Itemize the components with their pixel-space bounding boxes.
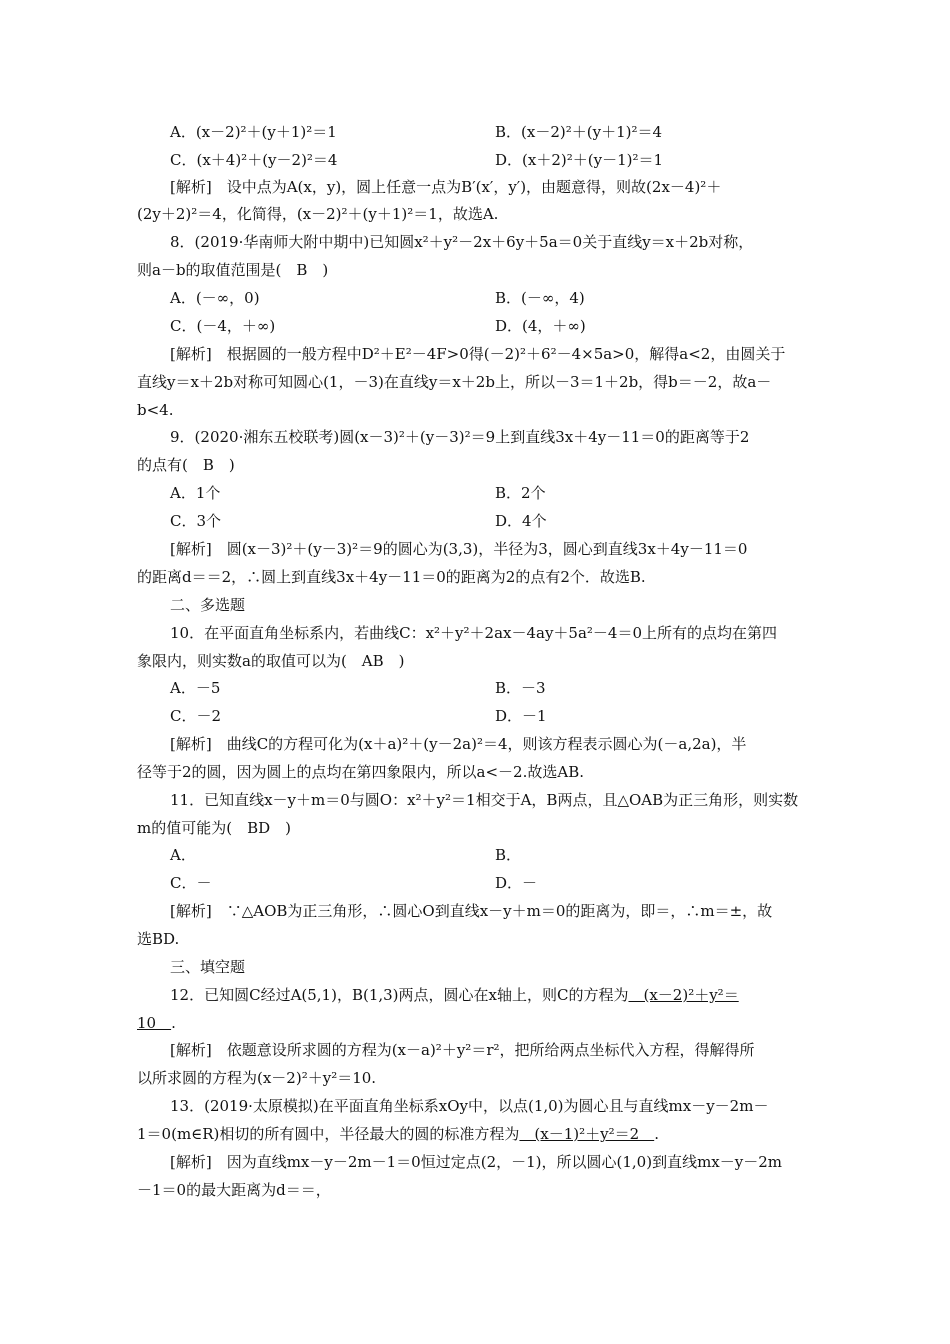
q9-option-c: C．3个 bbox=[170, 512, 222, 530]
q9-option-d: D．4个 bbox=[495, 512, 547, 530]
q8-stem-line2: 则a－b的取值范围是( B ) bbox=[137, 261, 329, 279]
q9-solution-line2: 的距离d＝＝2，∴圆上到直线3x＋4y－11＝0的距离为2的点有2个．故选B. bbox=[137, 568, 646, 586]
q13-solution-line2: －1＝0的最大距离为d＝＝， bbox=[137, 1181, 331, 1199]
q12-stem-line2 bbox=[137, 1013, 850, 1033]
q8-solution-line2: 直线y＝x＋2b对称可知圆心(1，－3)在直线y＝x＋2b上，所以－3＝1＋2b，得b＝－2，故a－ bbox=[137, 373, 772, 391]
q11-option-a: A． bbox=[170, 846, 196, 864]
q12-stem-text: 12．已知圆C经过A(5,1)，B(1,3)两点，圆心在x轴上，则C的方程为 bbox=[170, 986, 629, 1004]
q13-stem-line2 bbox=[137, 1124, 850, 1144]
q7-option-c: C．(x＋4)²＋(y－2)²＝4 bbox=[170, 151, 338, 169]
q9-solution-line1: [解析] 圆(x－3)²＋(y－3)²＝9的圆心为(3,3)，半径为3，圆心到直线3x＋4y－11＝0 bbox=[170, 540, 748, 558]
q11-solution-line1: [解析] ∵△AOB为正三角形，∴圆心O到直线x－y＋m＝0的距离为，即＝，∴m＝±，故 bbox=[170, 902, 773, 920]
q13-solution-line1: [解析] 因为直线mx－y－2m－1＝0恒过定点(2，－1)，所以圆心(1,0)到直线mx－y－2m bbox=[170, 1153, 782, 1171]
q10-option-a: A．－5 bbox=[170, 679, 221, 697]
q8-option-a: A．(－∞，0) bbox=[170, 289, 260, 307]
q9-stem-line1: 9．(2020·湘东五校联考)圆(x－3)²＋(y－3)²＝9上到直线3x＋4y－11＝0的距离等于2 bbox=[170, 428, 750, 446]
q10-option-c: C．－2 bbox=[170, 707, 222, 725]
q11-option-b: B． bbox=[495, 846, 522, 864]
q13-stem-text: 1＝0(m∈R)相切的所有圆中，半径最大的圆的标准方程为 bbox=[137, 1125, 520, 1143]
q7-option-a: A．(x－2)²＋(y＋1)²＝1 bbox=[170, 123, 337, 141]
q8-solution-line3: b<4. bbox=[137, 401, 174, 419]
q10-option-b: B．－3 bbox=[495, 679, 546, 697]
q10-solution-line1: [解析] 曲线C的方程可化为(x＋a)²＋(y－2a)²＝4，则该方程表示圆心为(－a,2a)，半 bbox=[170, 735, 747, 753]
q8-solution-line1: [解析] 根据圆的一般方程中D²＋E²－4F>0得(－2)²＋6²－4×5a>0，解得a<2，由圆关于 bbox=[170, 345, 786, 363]
q12-solution-line1: [解析] 依题意设所求圆的方程为(x－a)²＋y²＝r²，把所给两点坐标代入方程，得解得所 bbox=[170, 1041, 755, 1059]
q11-option-d: D．－ bbox=[495, 874, 538, 892]
q11-stem-line1: 11．已知直线x－y＋m＝0与圆O：x²＋y²＝1相交于A，B两点，且△OAB为正三角形，则实数 bbox=[170, 791, 799, 809]
q13-answer: (x－1)²＋y²＝2 bbox=[519, 1125, 655, 1143]
q10-solution-line2: 径等于2的圆，因为圆上的点均在第四象限内，所以a<－2.故选AB. bbox=[137, 763, 584, 781]
q7-option-b: B．(x－2)²＋(y＋1)²＝4 bbox=[495, 123, 663, 141]
q7-solution-line1: [解析] 设中点为A(x，y)，圆上任意一点为B′(x′，y′)，由题意得，则故(2x－4)²＋ bbox=[170, 178, 722, 196]
q10-option-d: D．－1 bbox=[495, 707, 547, 725]
q12-stem-end: . bbox=[171, 1014, 176, 1032]
q8-stem-line1: 8．(2019·华南师大附中期中)已知圆x²＋y²－2x＋6y＋5a＝0关于直线y＝x＋2b对称， bbox=[170, 233, 754, 251]
q9-stem-line2: 的点有( B ) bbox=[137, 456, 235, 474]
q11-stem-line2: m的值可能为( BD ) bbox=[137, 819, 291, 837]
q12-answer-part2: 10 bbox=[137, 1014, 172, 1032]
q10-stem-line2: 象限内，则实数a的取值可以为( AB ) bbox=[137, 652, 405, 670]
q7-option-d: D．(x＋2)²＋(y－1)²＝1 bbox=[495, 151, 664, 169]
q13-stem-end: . bbox=[654, 1125, 659, 1143]
q10-stem-line1: 10．在平面直角坐标系内，若曲线C：x²＋y²＋2ax－4ay＋5a²－4＝0上所有的点均在第四 bbox=[170, 624, 778, 642]
q11-option-c: C．－ bbox=[170, 874, 212, 892]
q8-option-c: C．(－4，＋∞) bbox=[170, 317, 276, 335]
q8-option-b: B．(－∞，4) bbox=[495, 289, 585, 307]
q12-solution-line2: 以所求圆的方程为(x－2)²＋y²＝10. bbox=[137, 1069, 377, 1087]
section-heading-multiple-choice: 二、多选题 bbox=[170, 596, 246, 614]
q12-answer-part1: (x－2)²＋y²＝ bbox=[628, 986, 739, 1004]
q9-option-b: B．2个 bbox=[495, 484, 546, 502]
q11-solution-line2: 选BD. bbox=[137, 930, 180, 948]
q8-option-d: D．(4，＋∞) bbox=[495, 317, 586, 335]
q13-stem-line1: 13．(2019·太原模拟)在平面直角坐标系xOy中，以点(1,0)为圆心且与直线mx－y－2m－ bbox=[170, 1097, 769, 1115]
section-heading-fill-in: 三、填空题 bbox=[170, 958, 246, 976]
q7-solution-line2: (2y＋2)²＝4，化简得，(x－2)²＋(y＋1)²＝1，故选A. bbox=[137, 205, 499, 223]
q12-stem-line1 bbox=[170, 985, 850, 1005]
q9-option-a: A．1个 bbox=[170, 484, 221, 502]
